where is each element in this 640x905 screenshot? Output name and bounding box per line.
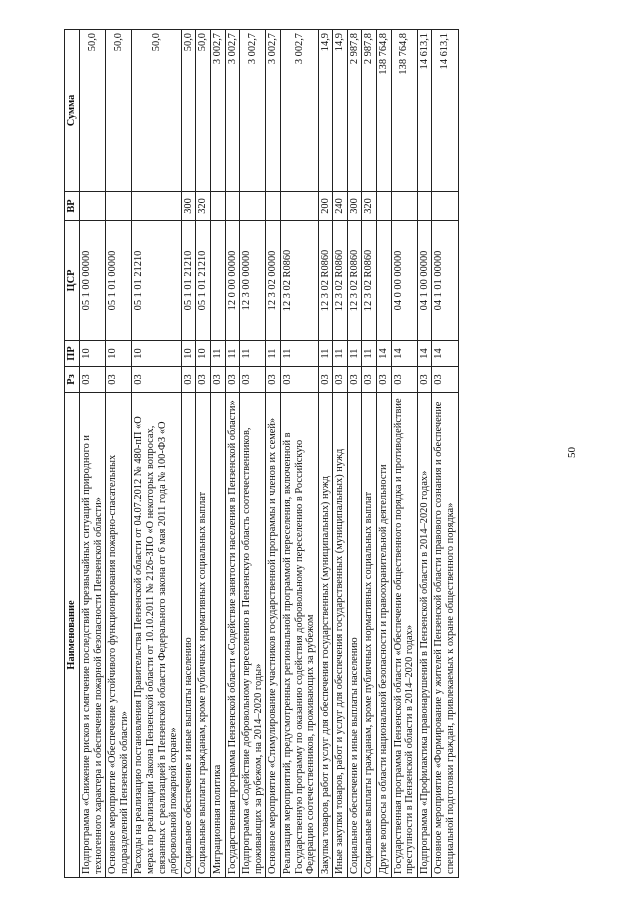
cell-vr: 320 bbox=[196, 192, 211, 221]
cell-pr: 14 bbox=[391, 341, 417, 367]
cell-sum: 50,0 bbox=[106, 30, 132, 192]
table-row bbox=[318, 30, 333, 878]
cell-csr bbox=[377, 221, 392, 341]
header-rz: Рз bbox=[65, 367, 80, 393]
cell-sum: 14,9 bbox=[333, 30, 348, 192]
cell-rz: 03 bbox=[432, 367, 458, 393]
cell-pr: 11 bbox=[347, 341, 362, 367]
cell-csr: 05 1 01 21210 bbox=[132, 221, 181, 341]
cell-rz: 03 bbox=[280, 367, 318, 393]
budget-table bbox=[64, 29, 459, 878]
cell-rz: 03 bbox=[377, 367, 392, 393]
cell-csr: 05 1 01 21210 bbox=[196, 221, 211, 341]
cell-vr: 300 bbox=[347, 192, 362, 221]
table-header-row bbox=[65, 30, 80, 878]
cell-name: Другие вопросы в области национальной безопасности и правоохранительной деятельности bbox=[377, 393, 392, 878]
cell-sum: 50,0 bbox=[132, 30, 181, 192]
table-row bbox=[347, 30, 362, 878]
table-row bbox=[377, 30, 392, 878]
cell-vr bbox=[225, 192, 240, 221]
cell-rz: 03 bbox=[181, 367, 196, 393]
cell-sum: 2 987,8 bbox=[347, 30, 362, 192]
cell-sum: 14,9 bbox=[318, 30, 333, 192]
table-row bbox=[225, 30, 240, 878]
cell-csr: 12 0 00 00000 bbox=[225, 221, 240, 341]
cell-rz: 03 bbox=[333, 367, 348, 393]
cell-rz: 03 bbox=[106, 367, 132, 393]
cell-vr: 200 bbox=[318, 192, 333, 221]
cell-vr: 320 bbox=[362, 192, 377, 221]
cell-name: Государственная программа Пензенской области «Содействие занятости населения в Пензенской области» bbox=[225, 393, 240, 878]
cell-sum: 3 002,7 bbox=[240, 30, 266, 192]
cell-pr: 11 bbox=[280, 341, 318, 367]
cell-csr: 12 3 02 R0860 bbox=[280, 221, 318, 341]
cell-pr: 14 bbox=[417, 341, 432, 367]
header-sum: Сумма bbox=[65, 30, 80, 192]
cell-name: Расходы на реализацию постановления Правительства Пензенской области от 04.07.2012 № 480-пП «О мерах по реализации Закона Пензенской области от 10.10.2011 № 2126-ЗПО «О некоторых вопросах, связанных с реализацией в Пензенской области Федерального закона от 6 мая 2011 года № 100-ФЗ «О добровольной пожарной охране» bbox=[132, 393, 181, 878]
cell-csr: 12 3 02 R0860 bbox=[333, 221, 348, 341]
cell-vr bbox=[80, 192, 106, 221]
cell-rz: 03 bbox=[391, 367, 417, 393]
cell-rz: 03 bbox=[196, 367, 211, 393]
cell-sum: 138 764,8 bbox=[391, 30, 417, 192]
table-row bbox=[210, 30, 225, 878]
cell-name: Социальные выплаты гражданам, кроме публичных нормативных социальных выплат bbox=[362, 393, 377, 878]
cell-pr: 11 bbox=[362, 341, 377, 367]
cell-rz: 03 bbox=[225, 367, 240, 393]
cell-pr: 11 bbox=[266, 341, 281, 367]
table-row bbox=[240, 30, 266, 878]
cell-csr: 05 1 01 00000 bbox=[106, 221, 132, 341]
cell-vr bbox=[132, 192, 181, 221]
cell-pr: 10 bbox=[181, 341, 196, 367]
cell-vr bbox=[266, 192, 281, 221]
cell-name: Социальное обеспечение и иные выплаты населению bbox=[181, 393, 196, 878]
cell-sum: 50,0 bbox=[181, 30, 196, 192]
cell-pr: 11 bbox=[333, 341, 348, 367]
cell-name: Подпрограмма «Снижение рисков и смягчение последствий чрезвычайных ситуаций природного и техногенного характера и обеспечение пожарной безопасности Пензенской области» bbox=[80, 393, 106, 878]
cell-pr: 10 bbox=[196, 341, 211, 367]
cell-vr: 300 bbox=[181, 192, 196, 221]
cell-rz: 03 bbox=[132, 367, 181, 393]
cell-name: Государственная программа Пензенской области «Обеспечение общественного порядка и противодействие преступности в Пензенской области в 2014–2020 годах» bbox=[391, 393, 417, 878]
cell-csr: 12 3 02 00000 bbox=[266, 221, 281, 341]
cell-sum: 14 613,1 bbox=[417, 30, 432, 192]
cell-pr: 11 bbox=[210, 341, 225, 367]
cell-pr: 11 bbox=[240, 341, 266, 367]
cell-pr: 10 bbox=[80, 341, 106, 367]
table-row bbox=[106, 30, 132, 878]
cell-sum: 50,0 bbox=[80, 30, 106, 192]
cell-rz: 03 bbox=[266, 367, 281, 393]
cell-csr: 05 1 01 21210 bbox=[181, 221, 196, 341]
cell-csr: 12 3 02 R0860 bbox=[362, 221, 377, 341]
cell-vr bbox=[377, 192, 392, 221]
cell-csr: 04 0 00 00000 bbox=[391, 221, 417, 341]
cell-name: Миграционная политика bbox=[210, 393, 225, 878]
table-row bbox=[391, 30, 417, 878]
table-row bbox=[80, 30, 106, 878]
table-row bbox=[181, 30, 196, 878]
cell-vr bbox=[106, 192, 132, 221]
cell-name: Иные закупки товаров, работ и услуг для обеспечения государственных (муниципальных) нужд bbox=[333, 393, 348, 878]
cell-sum: 3 002,7 bbox=[225, 30, 240, 192]
cell-sum: 50,0 bbox=[196, 30, 211, 192]
cell-name: Социальные выплаты гражданам, кроме публичных нормативных социальных выплат bbox=[196, 393, 211, 878]
cell-rz: 03 bbox=[318, 367, 333, 393]
cell-csr: 12 3 00 00000 bbox=[240, 221, 266, 341]
cell-name: Основное мероприятие «Обеспечение устойчивого функционирования пожарно-спасательных подразделений Пензенской области» bbox=[106, 393, 132, 878]
cell-sum: 2 987,8 bbox=[362, 30, 377, 192]
table-row bbox=[196, 30, 211, 878]
cell-csr: 05 1 00 00000 bbox=[80, 221, 106, 341]
cell-name: Основное мероприятие «Стимулирование участников государственной программы и членов их семей» bbox=[266, 393, 281, 878]
table-row bbox=[417, 30, 432, 878]
cell-rz: 03 bbox=[362, 367, 377, 393]
table-row bbox=[333, 30, 348, 878]
cell-vr bbox=[417, 192, 432, 221]
table-row bbox=[362, 30, 377, 878]
cell-pr: 10 bbox=[132, 341, 181, 367]
cell-pr: 11 bbox=[225, 341, 240, 367]
cell-name: Подпрограмма «Содействие добровольному переселению в Пензенскую область соотечественников, проживающих за рубежом, на 2014–2020 годы» bbox=[240, 393, 266, 878]
cell-sum: 3 002,7 bbox=[280, 30, 318, 192]
cell-vr bbox=[210, 192, 225, 221]
cell-sum: 3 002,7 bbox=[266, 30, 281, 192]
cell-csr: 04 1 01 00000 bbox=[432, 221, 458, 341]
cell-vr: 240 bbox=[333, 192, 348, 221]
cell-vr bbox=[432, 192, 458, 221]
header-pr: ПР bbox=[65, 341, 80, 367]
table-row bbox=[432, 30, 458, 878]
cell-vr bbox=[391, 192, 417, 221]
cell-pr: 10 bbox=[106, 341, 132, 367]
cell-rz: 03 bbox=[347, 367, 362, 393]
cell-pr: 11 bbox=[318, 341, 333, 367]
cell-rz: 03 bbox=[240, 367, 266, 393]
cell-sum: 3 002,7 bbox=[210, 30, 225, 192]
cell-name: Социальное обеспечение и иные выплаты населению bbox=[347, 393, 362, 878]
cell-name: Подпрограмма «Профилактика правонарушений в Пензенской области в 2014–2020 годах» bbox=[417, 393, 432, 878]
cell-csr: 12 3 02 R0860 bbox=[318, 221, 333, 341]
header-csr: ЦСР bbox=[65, 221, 80, 341]
cell-pr: 14 bbox=[377, 341, 392, 367]
cell-sum: 14 613,1 bbox=[432, 30, 458, 192]
cell-name: Основное мероприятие «Формирование у жителей Пензенской области правового сознания и обеспечение специальной подготовки граждан, привлекаемых к охране общественного порядка» bbox=[432, 393, 458, 878]
cell-rz: 03 bbox=[210, 367, 225, 393]
cell-pr: 14 bbox=[432, 341, 458, 367]
cell-name: Реализация мероприятий, предусмотренных региональной программой переселения, включенной в Государственную программу по оказанию содействия добровольному переселению в Российскую Федерацию соотечественников, проживающих за рубежом bbox=[280, 393, 318, 878]
header-vr: ВР bbox=[65, 192, 80, 221]
table-row bbox=[280, 30, 318, 878]
cell-csr bbox=[210, 221, 225, 341]
cell-sum: 138 764,8 bbox=[377, 30, 392, 192]
cell-vr bbox=[240, 192, 266, 221]
header-name: Наименование bbox=[65, 393, 80, 878]
table-row bbox=[266, 30, 281, 878]
cell-csr: 04 1 00 00000 bbox=[417, 221, 432, 341]
cell-name: Закупка товаров, работ и услуг для обеспечения государственных (муниципальных) нужд bbox=[318, 393, 333, 878]
table-row bbox=[132, 30, 181, 878]
page-number: 50 bbox=[566, 447, 578, 458]
cell-vr bbox=[280, 192, 318, 221]
cell-csr: 12 3 02 R0860 bbox=[347, 221, 362, 341]
cell-rz: 03 bbox=[80, 367, 106, 393]
cell-rz: 03 bbox=[417, 367, 432, 393]
